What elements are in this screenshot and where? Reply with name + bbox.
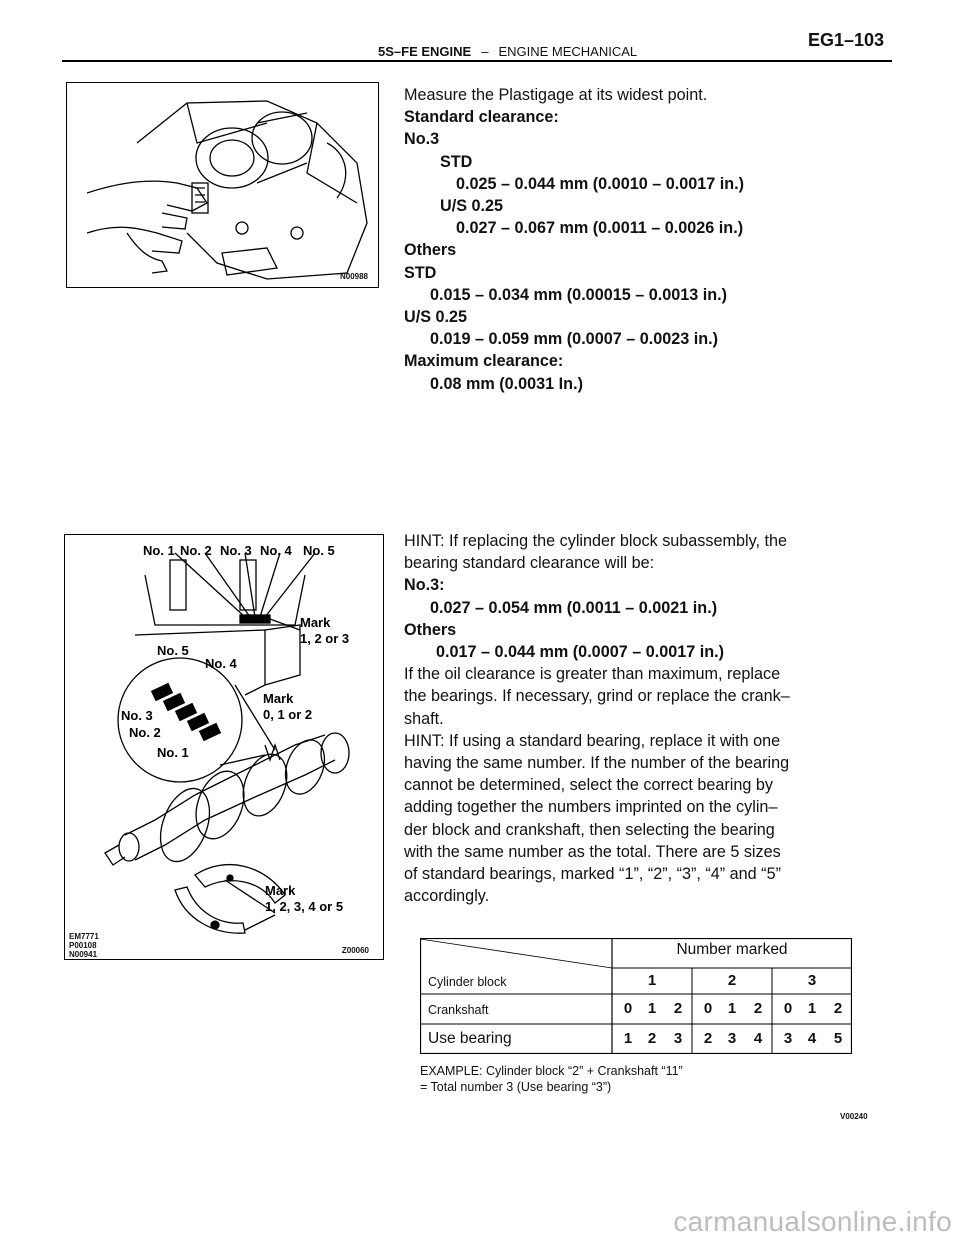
crank-value: 0 xyxy=(703,1000,713,1017)
label-no2: No. 2 xyxy=(180,543,212,558)
bearing-selection-table xyxy=(420,938,852,1054)
figure2-code-2: P00108 xyxy=(69,941,97,950)
body-line: shaft. xyxy=(404,709,444,728)
figure1-code: N00988 xyxy=(339,272,368,281)
figure2-code-3: N00941 xyxy=(69,950,98,959)
bearing-marks-illustration xyxy=(65,535,382,958)
spec-line: No.3 xyxy=(404,130,440,149)
label-detail-no5: No. 5 xyxy=(157,643,189,658)
label-no1: No. 1 xyxy=(143,543,175,558)
bearing-value: 3 xyxy=(727,1030,737,1047)
body-line: with the same number as the total. There are 5 sizes xyxy=(404,842,781,861)
table-header: Number marked xyxy=(676,941,788,958)
header-section: ENGINE MECHANICAL xyxy=(498,44,638,59)
crank-value: 1 xyxy=(727,1000,737,1017)
crank-value: 0 xyxy=(623,1000,633,1017)
spec-line: STD xyxy=(440,152,473,171)
label-no5: No. 5 xyxy=(303,543,335,558)
body-line: Others xyxy=(404,620,457,639)
bearing-value: 4 xyxy=(753,1030,763,1047)
label-detail-no1: No. 1 xyxy=(157,745,189,760)
block-value: 1 xyxy=(647,972,657,989)
bearing-selection-text xyxy=(404,530,790,907)
spec-line: 0.027 – 0.067 mm (0.0011 – 0.0026 in.) xyxy=(456,219,744,238)
body-line: der block and crankshaft, then selecting the bearing xyxy=(404,820,775,839)
spec-line: Measure the Plastigage at its widest point. xyxy=(404,86,708,104)
body-line: accordingly. xyxy=(404,887,490,906)
label-block-mark-values: 1, 2 or 3 xyxy=(300,631,350,646)
table-code: V00240 xyxy=(840,1112,868,1121)
bearing-marks-figure xyxy=(64,534,384,960)
crank-value: 2 xyxy=(833,1000,843,1017)
crank-value: 1 xyxy=(647,1000,657,1017)
figure2-code-right: Z00060 xyxy=(341,946,369,955)
spec-line: Others xyxy=(404,241,457,260)
bearing-value: 3 xyxy=(783,1030,793,1047)
label-detail-no3: No. 3 xyxy=(121,708,153,723)
label-detail-no2: No. 2 xyxy=(129,725,161,740)
figure2-code-1: EM7771 xyxy=(69,932,99,941)
bearing-value: 2 xyxy=(703,1030,713,1047)
body-line: bearing standard clearance will be: xyxy=(404,554,655,573)
label-bearing-mark: Mark xyxy=(265,883,296,898)
body-line: HINT: If replacing the cylinder block subassembly, the xyxy=(404,532,787,550)
label-no3: No. 3 xyxy=(220,543,252,558)
spec-line: U/S 0.25 xyxy=(440,197,503,216)
body-line: of standard bearings, marked “1”, “2”, “3”, “4” and “5” xyxy=(404,865,781,884)
spec-line: U/S 0.25 xyxy=(404,308,467,327)
body-line: No.3: xyxy=(404,576,445,595)
spec-line: 0.025 – 0.044 mm (0.0010 – 0.0017 in.) xyxy=(456,174,744,193)
crank-value: 2 xyxy=(673,1000,683,1017)
crank-value: 1 xyxy=(807,1000,817,1017)
body-line: the bearings. If necessary, grind or replace the crank– xyxy=(404,687,790,706)
header-dash: – xyxy=(481,44,489,59)
crank-value: 0 xyxy=(783,1000,793,1017)
row-label-block: Cylinder block xyxy=(428,975,507,989)
block-value: 3 xyxy=(807,972,817,989)
spec-line: 0.08 mm (0.0031 In.) xyxy=(430,374,583,393)
bearing-value: 3 xyxy=(673,1030,683,1047)
spec-line: 0.019 – 0.059 mm (0.0007 – 0.0023 in.) xyxy=(430,330,718,349)
plastigage-illustration xyxy=(67,83,377,286)
spec-line: STD xyxy=(404,263,437,282)
header-engine: 5S–FE ENGINE xyxy=(378,44,472,59)
bearing-value: 5 xyxy=(833,1030,843,1047)
label-block-mark: Mark xyxy=(300,615,331,630)
body-line: cannot be determined, select the correct bearing by xyxy=(404,776,773,795)
footer-site: carmanualsonline.info xyxy=(673,1206,952,1237)
header-rule xyxy=(62,60,892,62)
bearing-value: 2 xyxy=(647,1030,657,1047)
row-label-crank: Crankshaft xyxy=(428,1003,489,1017)
label-no4: No. 4 xyxy=(260,543,292,558)
body-line: adding together the numbers imprinted on the cylin– xyxy=(404,798,778,817)
body-line: having the same number. If the number of the bearing xyxy=(404,754,790,773)
spec-line: 0.015 – 0.034 mm (0.00015 – 0.0013 in.) xyxy=(430,285,727,304)
label-crank-mark: Mark xyxy=(263,691,294,706)
spec-line: Standard clearance: xyxy=(404,108,559,127)
body-line: 0.017 – 0.044 mm (0.0007 – 0.0017 in.) xyxy=(436,643,724,662)
clearance-specs xyxy=(404,84,744,395)
block-value: 2 xyxy=(727,972,737,989)
page-number: EG1–103 xyxy=(808,30,885,50)
header-section-title xyxy=(378,44,637,59)
body-line: HINT: If using a standard bearing, replace it with one xyxy=(404,731,781,750)
bearing-value: 1 xyxy=(623,1030,633,1047)
label-bearing-mark-values: 1, 2, 3, 4 or 5 xyxy=(265,899,344,914)
example-line-1: EXAMPLE: Cylinder block “2” + Crankshaft “11” xyxy=(420,1064,683,1078)
spec-line: Maximum clearance: xyxy=(404,352,564,371)
bearing-value: 4 xyxy=(807,1030,817,1047)
body-line: 0.027 – 0.054 mm (0.0011 – 0.0021 in.) xyxy=(430,598,718,617)
label-detail-no4: No. 4 xyxy=(205,656,237,671)
crank-value: 2 xyxy=(753,1000,763,1017)
row-label-bearing: Use bearing xyxy=(428,1030,512,1047)
label-crank-mark-values: 0, 1 or 2 xyxy=(263,707,313,722)
example-line-2: = Total number 3 (Use bearing “3”) xyxy=(420,1080,612,1094)
plastigage-figure xyxy=(66,82,379,288)
body-line: If the oil clearance is greater than maximum, replace xyxy=(404,665,781,684)
